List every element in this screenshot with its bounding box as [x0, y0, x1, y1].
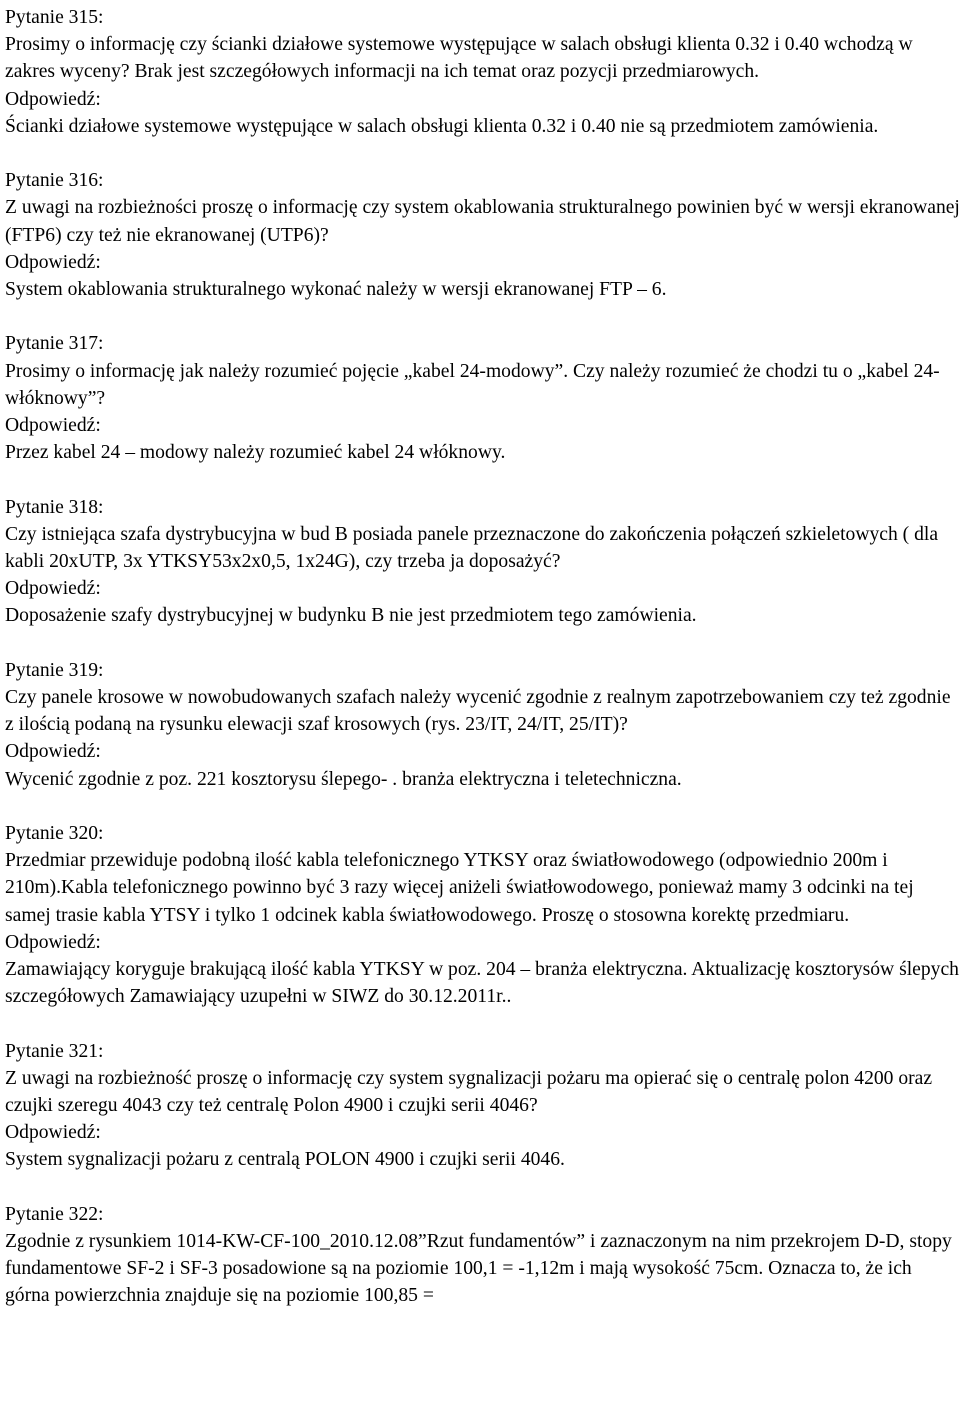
answer-text: Doposażenie szafy dystrybucyjnej w budynku B nie jest przedmiotem tego zamówienia.: [5, 605, 697, 627]
question-title: Pytanie 320:: [5, 823, 104, 845]
answer-text: Ścianki działowe systemowe występujące w salach obsługi klienta 0.32 i 0.40 nie są przedmiotem zamówienia.: [5, 115, 879, 137]
qa-item-321: [5, 1038, 960, 1174]
question-title: Pytanie 319:: [5, 659, 104, 681]
qa-item-320: [5, 820, 960, 1010]
qa-item-318: [5, 494, 960, 630]
answer-label: Odpowiedź:: [5, 578, 101, 600]
question-text: Przedmiar przewiduje podobną ilość kabla telefonicznego YTKSY oraz światłowodowego (odpowiednio 200m i 210m).Kabla telefonicznego powinno być 3 razy więcej aniżeli światłowodowego, ponieważ mamy 3 odcinki na tej samej trasie kabla YTSY i tylko 1 odcinek kabla światłowodowego. Proszę o stosowna korektę przedmiaru.: [5, 850, 914, 926]
qa-item-315: [5, 4, 960, 140]
question-text: Czy panele krosowe w nowobudowanych szafach należy wycenić zgodnie z realnym zapotrzebowaniem czy też zgodnie z ilością podaną na rysunku elewacji szaf krosowych (rys. 23/IT, 24/IT, 25/IT)?: [5, 687, 951, 736]
answer-text: Zamawiający koryguje brakującą ilość kabla YTKSY w poz. 204 – branża elektryczna. Aktualizację kosztorysów ślepych szczegółowych Zamawiający uzupełni w SIWZ do 30.12.2011r..: [5, 959, 959, 1008]
answer-text: System sygnalizacji pożaru z centralą POLON 4900 i czujki serii 4046.: [5, 1149, 565, 1171]
answer-label: Odpowiedź:: [5, 251, 101, 273]
answer-label: Odpowiedź:: [5, 415, 101, 437]
answer-label: Odpowiedź:: [5, 741, 101, 763]
question-text: Czy istniejąca szafa dystrybucyjna w bud B posiada panele przeznaczone do zakończenia połączeń szkieletowych ( dla kabli 20xUTP, 3x YTKSY53x2x0,5, 1x24G), czy trzeba ja doposażyć?: [5, 523, 939, 573]
question-title: Pytanie 322:: [5, 1203, 104, 1225]
question-text: Zgodnie z rysunkiem 1014-KW-CF-100_2010.12.08”Rzut fundamentów” i zaznaczonym na nim przekrojem D-D, stopy fundamentowe SF-2 i SF-3 posadowione są na poziomie 100,1 = -1,12m i mają wysokość 75cm. Oznacza to, że ich górna powierzchnia znajduje się na poziomie 100,85 =: [5, 1231, 952, 1307]
document-body: [5, 4, 960, 1337]
question-title: Pytanie 318:: [5, 496, 104, 518]
question-title: Pytanie 321:: [5, 1040, 104, 1062]
question-title: Pytanie 316:: [5, 170, 104, 192]
answer-label: Odpowiedź:: [5, 931, 101, 953]
qa-item-316: [5, 167, 960, 303]
qa-item-317: [5, 330, 960, 466]
question-text: Prosimy o informację czy ścianki działowe systemowe występujące w salach obsługi klienta 0.32 i 0.40 wchodzą w zakres wyceny? Brak jest szczegółowych informacji na ich temat oraz pozycji przedmiarowych.: [5, 34, 913, 83]
answer-label: Odpowiedź:: [5, 1122, 101, 1144]
answer-text: Przez kabel 24 – modowy należy rozumieć kabel 24 włóknowy.: [5, 442, 506, 464]
answer-text: System okablowania strukturalnego wykonać należy w wersji ekranowanej FTP – 6.: [5, 279, 667, 301]
qa-item-322: [5, 1201, 960, 1310]
question-text: Z uwagi na rozbieżność proszę o informację czy system sygnalizacji pożaru ma opierać się o centralę polon 4200 oraz czujki szeregu 4043 czy też centralę Polon 4900 i czujki serii 4046?: [5, 1067, 933, 1117]
question-title: Pytanie 315:: [5, 7, 104, 28]
answer-text: Wycenić zgodnie z poz. 221 kosztorysu ślepego- . branża elektryczna i teletechniczna.: [5, 768, 682, 790]
question-text: Z uwagi na rozbieżności proszę o informację czy system okablowania strukturalnego powinien być w wersji ekranowanej (FTP6) czy też nie ekranowanej (UTP6)?: [5, 197, 960, 246]
qa-item-319: [5, 657, 960, 793]
answer-label: Odpowiedź:: [5, 88, 101, 110]
question-title: Pytanie 317:: [5, 333, 104, 355]
question-text: Prosimy o informację jak należy rozumieć pojęcie „kabel 24-modowy”. Czy należy rozumieć że chodzi tu o „kabel 24-włóknowy”?: [5, 360, 940, 409]
